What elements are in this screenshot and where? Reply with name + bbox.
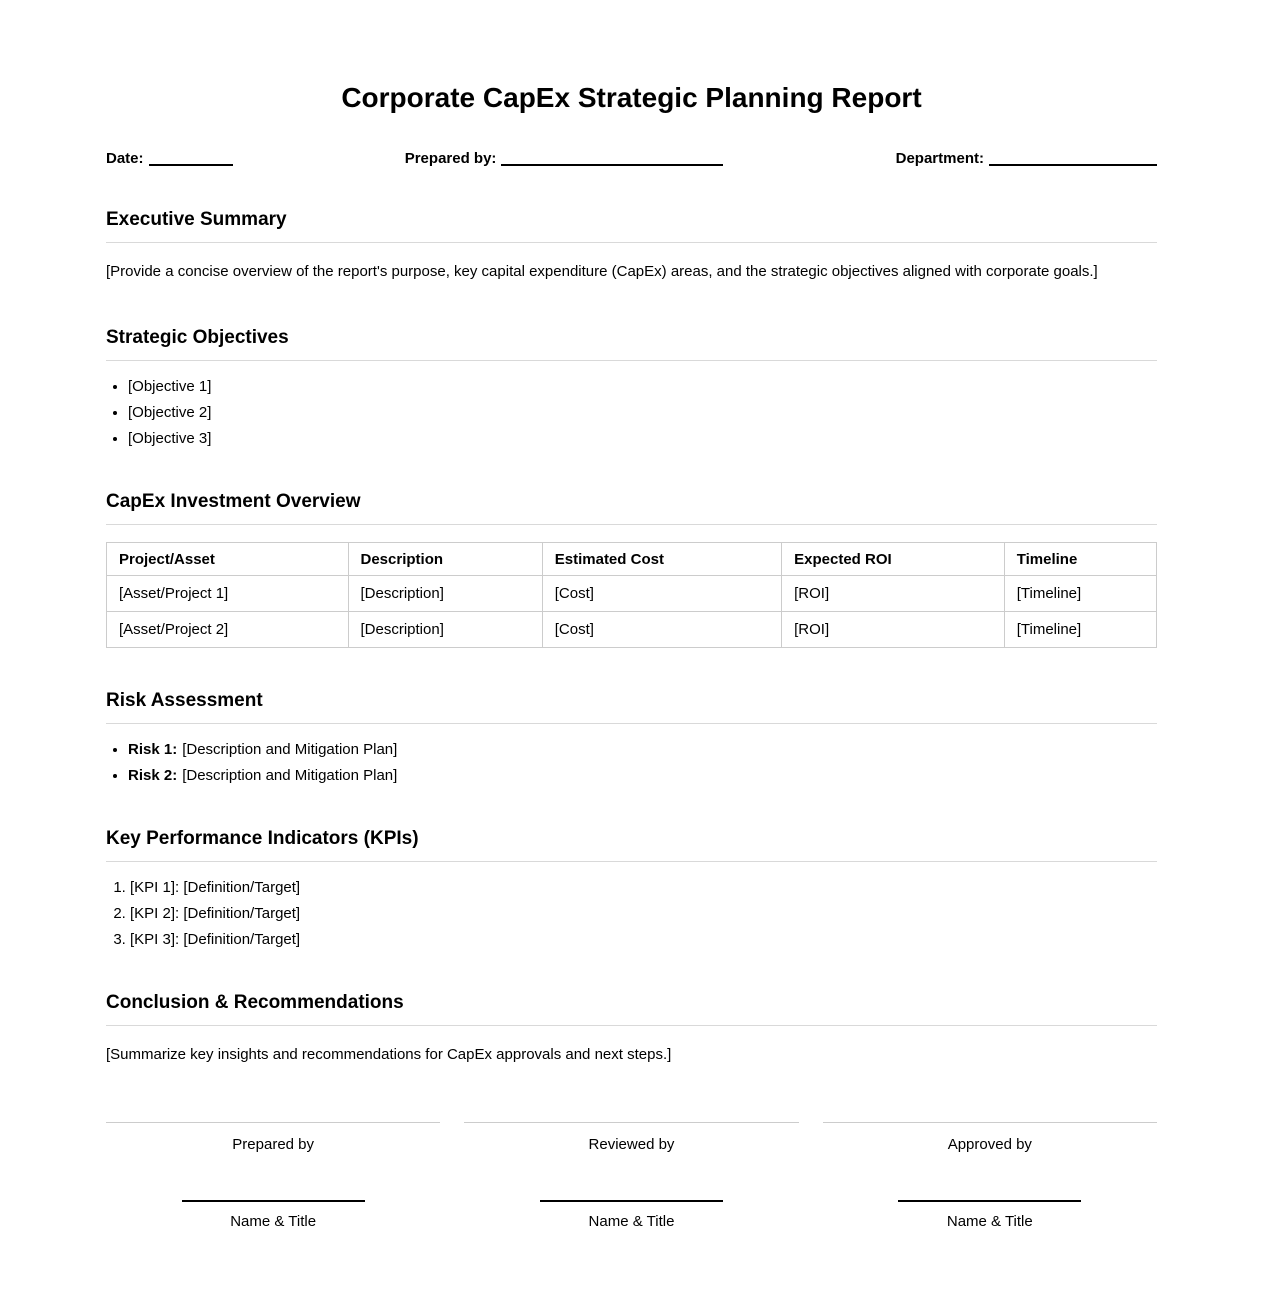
signature-line xyxy=(898,1200,1081,1202)
table-row xyxy=(107,576,1157,612)
table-header-row xyxy=(107,543,1157,576)
strategic-objectives-list xyxy=(106,377,1157,449)
kpi-item: 2. [KPI 2]: [Definition/Target] xyxy=(130,904,1157,924)
table-header-estimated-cost: Estimated Cost xyxy=(542,543,781,576)
conclusion-text: [Summarize key insights and recommendations for CapEx approvals and next steps.] xyxy=(106,1046,672,1063)
section-divider xyxy=(106,861,1157,862)
signature-line xyxy=(540,1200,723,1202)
signature-line xyxy=(182,1200,365,1202)
table-cell: [Timeline] xyxy=(1004,612,1156,648)
prepared-by-blank-line xyxy=(501,156,723,166)
signature-name-title-label: Name & Title xyxy=(946,1213,1033,1230)
section-heading-kpis: Key Performance Indicators (KPIs) xyxy=(106,828,419,849)
date-label: Date: xyxy=(106,150,144,167)
risk-item-label: Risk 2: xyxy=(128,767,178,784)
section-heading-executive-summary: Executive Summary xyxy=(106,209,287,230)
kpi-list xyxy=(106,878,1157,950)
objective-item: • [Objective 1] xyxy=(128,377,1157,397)
executive-summary-text: [Provide a concise overview of the report's purpose, key capital expenditure (CapEx) areas, and the strategic objectives aligned with corporate goals.] xyxy=(106,263,1098,280)
prepared-by-label: Prepared by: xyxy=(404,150,497,167)
table-row xyxy=(107,612,1157,648)
section-heading-conclusion: Conclusion & Recommendations xyxy=(106,992,404,1013)
section-divider xyxy=(106,242,1157,243)
section-heading-capex-overview: CapEx Investment Overview xyxy=(106,491,361,512)
table-header-expected-roi: Expected ROI xyxy=(782,543,1005,576)
date-field xyxy=(106,150,233,167)
department-field xyxy=(896,150,1157,167)
kpi-item: 3. [KPI 3]: [Definition/Target] xyxy=(130,930,1157,950)
capex-table xyxy=(106,542,1157,648)
section-heading-risk-assessment: Risk Assessment xyxy=(106,690,263,711)
objective-item: • [Objective 3] xyxy=(128,429,1157,449)
signature-block-reviewed-by xyxy=(464,1122,798,1231)
signature-name-title-label: Name & Title xyxy=(230,1213,317,1230)
page-title: Corporate CapEx Strategic Planning Report xyxy=(341,82,922,113)
risk-item-label: Risk 1: xyxy=(128,741,178,758)
signature-block-approved-by xyxy=(823,1122,1157,1231)
prepared-by-field xyxy=(405,150,724,167)
risk-item-text: [Description and Mitigation Plan] xyxy=(182,741,398,758)
objective-item: • [Objective 2] xyxy=(128,403,1157,423)
table-cell: [Description] xyxy=(348,576,542,612)
risk-item xyxy=(128,740,1157,760)
signature-name-title-label: Name & Title xyxy=(588,1213,675,1230)
table-cell: [Cost] xyxy=(542,612,781,648)
risk-item xyxy=(128,766,1157,786)
signature-role-label: Reviewed by xyxy=(588,1136,675,1153)
table-cell: [ROI] xyxy=(782,612,1005,648)
table-cell: [Timeline] xyxy=(1004,576,1156,612)
section-divider xyxy=(106,1025,1157,1026)
meta-row xyxy=(106,150,1157,167)
risk-item-text: [Description and Mitigation Plan] xyxy=(182,767,398,784)
kpi-item: 1. [KPI 1]: [Definition/Target] xyxy=(130,878,1157,898)
table-cell: [Asset/Project 2] xyxy=(107,612,349,648)
signature-block-prepared-by xyxy=(106,1122,440,1231)
signature-role-label: Approved by xyxy=(947,1136,1032,1153)
risk-list xyxy=(106,740,1157,786)
section-heading-strategic-objectives: Strategic Objectives xyxy=(106,327,289,348)
signature-row xyxy=(106,1122,1157,1231)
table-header-project-asset: Project/Asset xyxy=(107,543,349,576)
table-cell: [Description] xyxy=(348,612,542,648)
table-header-description: Description xyxy=(348,543,542,576)
date-blank-line xyxy=(149,156,233,166)
table-cell: [Cost] xyxy=(542,576,781,612)
section-divider xyxy=(106,360,1157,361)
signature-role-label: Prepared by xyxy=(232,1136,315,1153)
department-label: Department: xyxy=(895,150,984,167)
table-cell: [Asset/Project 1] xyxy=(107,576,349,612)
table-cell: [ROI] xyxy=(782,576,1005,612)
section-divider xyxy=(106,524,1157,525)
section-divider xyxy=(106,723,1157,724)
table-header-timeline: Timeline xyxy=(1004,543,1156,576)
department-blank-line xyxy=(989,156,1157,166)
